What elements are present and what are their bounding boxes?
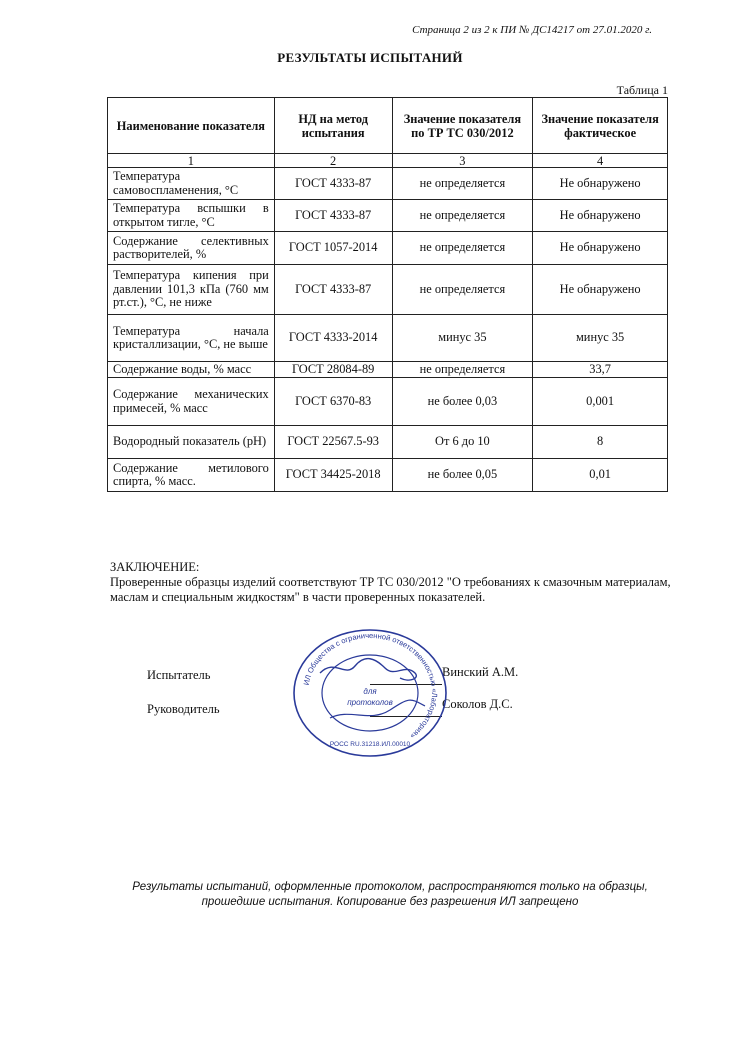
table-row bbox=[108, 315, 668, 362]
test-method: ГОСТ 4333-87 bbox=[274, 168, 392, 200]
document-title: РЕЗУЛЬТАТЫ ИСПЫТАНИЙ bbox=[277, 50, 463, 65]
norm-value: не определяется bbox=[392, 200, 533, 232]
indicator-name: Температура вспышки в открытом тигле, °С bbox=[108, 200, 275, 232]
column-number: 2 bbox=[274, 154, 392, 168]
indicator-name: Содержание метилового спирта, % масс. bbox=[108, 459, 275, 492]
indicator-name: Температура начала кристаллизации, °С, не выше bbox=[108, 315, 275, 362]
indicator-name: Содержание воды, % масс bbox=[108, 362, 275, 378]
norm-value: не определяется bbox=[392, 232, 533, 265]
table-row bbox=[108, 426, 668, 459]
column-number-row bbox=[108, 154, 668, 168]
column-number: 4 bbox=[533, 154, 668, 168]
head-name: Соколов Д.С. bbox=[442, 697, 513, 711]
header-test-method: НД на метод испытания bbox=[274, 98, 392, 154]
header-actual-value: Значение показателя фактическое bbox=[533, 98, 668, 154]
table-caption: Таблица 1 bbox=[616, 83, 668, 97]
indicator-name: Водородный показатель (рН) bbox=[108, 426, 275, 459]
stamp-reg-number: РОСС RU.31218.ИЛ.00010 bbox=[329, 741, 411, 748]
header-indicator-name: Наименование показателя bbox=[108, 98, 275, 154]
column-number: 3 bbox=[392, 154, 533, 168]
test-method: ГОСТ 34425-2018 bbox=[274, 459, 392, 492]
stamp-center-line1: для bbox=[363, 687, 377, 696]
test-method: ГОСТ 4333-87 bbox=[274, 265, 392, 315]
indicator-name: Температура самовоспламенения, °С bbox=[108, 168, 275, 200]
actual-value: Не обнаружено bbox=[533, 168, 668, 200]
stamp-center-line2: протоколов bbox=[347, 698, 393, 707]
norm-value: не определяется bbox=[392, 362, 533, 378]
table-row bbox=[108, 362, 668, 378]
table-header-row bbox=[108, 98, 668, 154]
actual-value: 8 bbox=[533, 426, 668, 459]
conclusion-heading: ЗАКЛЮЧЕНИЕ: bbox=[110, 560, 200, 574]
norm-value: не более 0,03 bbox=[392, 378, 533, 426]
conclusion-text: Проверенные образцы изделий соответствуют ТР ТС 030/2012 "О требованиях к смазочным материалам, маслам и специальным жидкостям" в части проверенных показателей. bbox=[110, 575, 671, 604]
tester-signature-scribble bbox=[320, 659, 416, 680]
indicator-name: Содержание селективных растворителей, % bbox=[108, 232, 275, 265]
test-method: ГОСТ 28084-89 bbox=[274, 362, 392, 378]
test-method: ГОСТ 4333-2014 bbox=[274, 315, 392, 362]
actual-value: Не обнаружено bbox=[533, 265, 668, 315]
header-norm-value: Значение показателя по ТР ТС 030/2012 bbox=[392, 98, 533, 154]
table-row bbox=[108, 232, 668, 265]
norm-value: минус 35 bbox=[392, 315, 533, 362]
actual-value: 0,01 bbox=[533, 459, 668, 492]
actual-value: минус 35 bbox=[533, 315, 668, 362]
column-number: 1 bbox=[108, 154, 275, 168]
indicator-name: Температура кипения при давлении 101,3 кПа (760 мм рт.ст.), °С, не ниже bbox=[108, 265, 275, 315]
table-row bbox=[108, 459, 668, 492]
actual-value: Не обнаружено bbox=[533, 200, 668, 232]
table-row bbox=[108, 265, 668, 315]
test-method: ГОСТ 6370-83 bbox=[274, 378, 392, 426]
norm-value: не более 0,05 bbox=[392, 459, 533, 492]
conclusion-block bbox=[110, 560, 690, 605]
table-row bbox=[108, 200, 668, 232]
tester-name: Винский А.М. bbox=[442, 665, 519, 679]
norm-value: не определяется bbox=[392, 265, 533, 315]
norm-value: От 6 до 10 bbox=[392, 426, 533, 459]
results-table bbox=[107, 97, 668, 492]
footer-line2: прошедшие испытания. Копирование без разрешения ИЛ запрещено bbox=[201, 896, 579, 908]
footer-disclaimer bbox=[0, 880, 740, 910]
head-label: Руководитель bbox=[147, 702, 220, 716]
tester-label: Испытатель bbox=[147, 668, 211, 682]
page-reference: Страница 2 из 2 к ПИ № ДС14217 от 27.01.2020 г. bbox=[412, 24, 652, 36]
actual-value: 0,001 bbox=[533, 378, 668, 426]
footer-line1: Результаты испытаний, оформленные протоколом, распространяются только на образцы, bbox=[132, 881, 648, 893]
stamp-ring-text: ИЛ Общества с ограниченной ответственностью «Лаборатория» bbox=[301, 630, 440, 741]
indicator-name: Содержание механических примесей, % масс bbox=[108, 378, 275, 426]
norm-value: не определяется bbox=[392, 168, 533, 200]
laboratory-stamp bbox=[290, 628, 450, 758]
table-row bbox=[108, 168, 668, 200]
test-method: ГОСТ 1057-2014 bbox=[274, 232, 392, 265]
test-method: ГОСТ 22567.5-93 bbox=[274, 426, 392, 459]
actual-value: Не обнаружено bbox=[533, 232, 668, 265]
test-method: ГОСТ 4333-87 bbox=[274, 200, 392, 232]
table-row bbox=[108, 378, 668, 426]
actual-value: 33,7 bbox=[533, 362, 668, 378]
